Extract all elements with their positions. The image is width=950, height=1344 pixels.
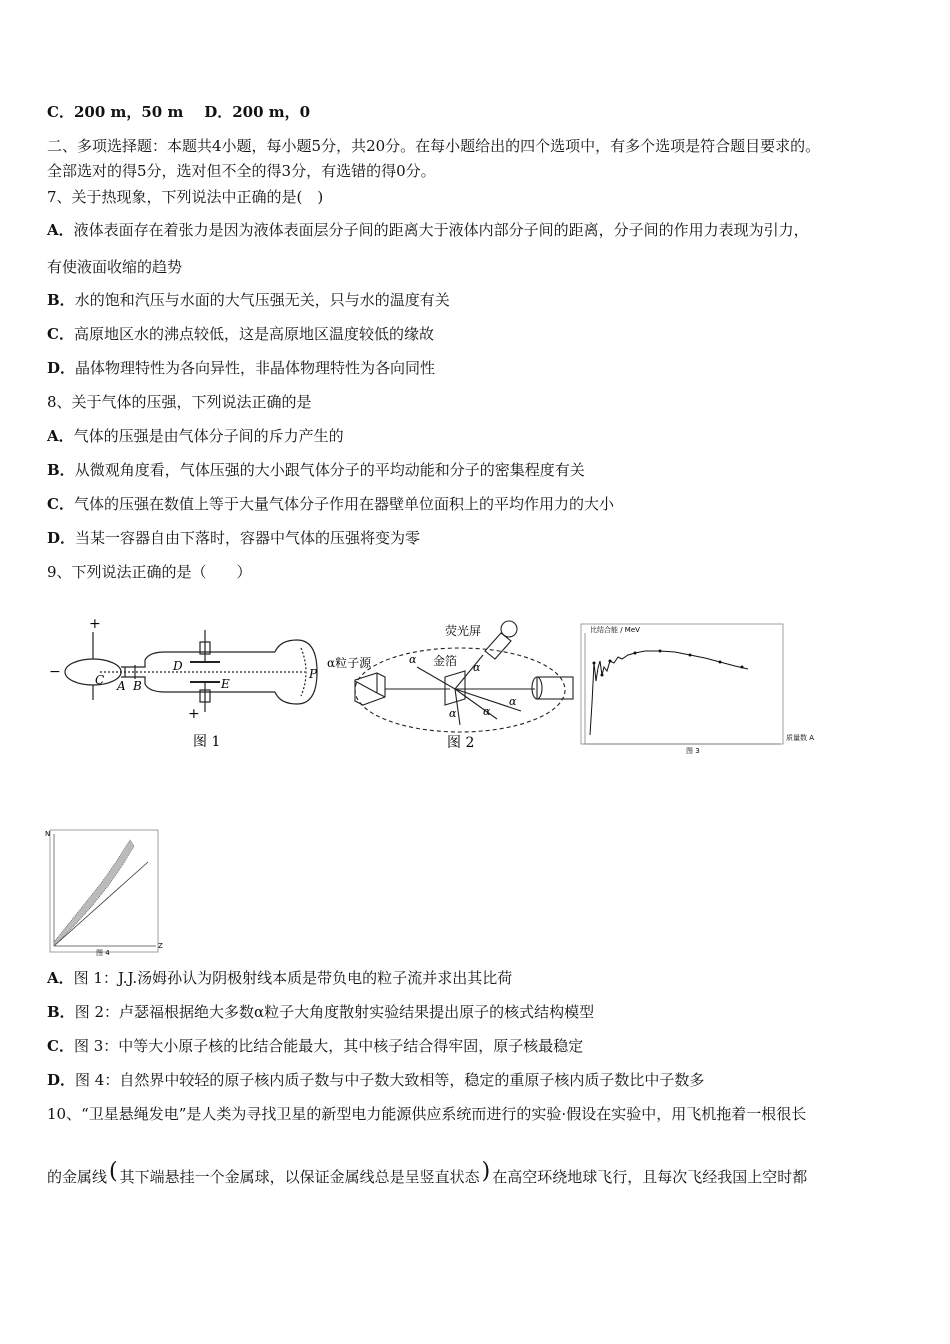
fig2-alpha-3: α (449, 707, 457, 720)
q9-stem: 9、下列说法正确的是（ ） (47, 563, 252, 581)
q7-option-c-label: C． (47, 325, 74, 343)
q9-option-a-label: A． (47, 969, 74, 987)
q7-option-a-continued: 有使液面收缩的趋势 (47, 258, 183, 276)
q8-option-c (47, 494, 614, 514)
q8-option-b (47, 460, 585, 480)
q8-option-a-label: A． (47, 427, 74, 445)
q7-option-d-label: D． (47, 359, 76, 377)
q9-option-c-label: C． (47, 1037, 74, 1055)
fig4-xlabel: Z (158, 942, 163, 950)
fig2-screen-label: 荧光屏 (445, 624, 482, 638)
q8-option-a-text: 气体的压强是由气体分子间的斥力产生的 (73, 427, 344, 445)
prev-option-d-text: 200 m，0 (232, 103, 311, 121)
q9-option-b-text: 图 2：卢瑟福根据绝大多数α粒子大角度散射实验结果提出原子的核式结构模型 (74, 1003, 595, 1021)
fig2-screen-ring (355, 648, 565, 732)
fig4-caption: 图 4 (96, 949, 110, 957)
fig2-alpha-1: α (409, 653, 417, 666)
figure-3-binding-energy (580, 623, 830, 758)
q9-option-c-text: 图 3：中等大小原子核的比结合能最大，其中核子结合得牢固，原子核最稳定 (73, 1037, 584, 1055)
fig4-ylabel: N (45, 830, 51, 838)
q9-option-d-text: 图 4：自然界中较轻的原子核内质子数与中子数大致相等，稳定的重原子核内质子数比中子数多 (75, 1071, 705, 1089)
q7-option-b-label: B． (47, 291, 75, 309)
section2-instructions-line1: 二、多项选择题：本题共4小题，每小题5分，共20分。在每小题给出的四个选项中，有多个选项是符合题目要求的。 (47, 137, 821, 155)
q7-option-d (47, 358, 435, 378)
q9-option-d-label: D． (47, 1071, 76, 1089)
q10-open-paren: ( (109, 1159, 118, 1184)
fig3-caption: 图 3 (686, 747, 700, 755)
fig1-label-a: A (117, 679, 126, 693)
q10-line1: 10、“卫星悬绳发电”是人类为寻找卫星的新型电力能源供应系统而进行的实验·假设在实验中，用飞机拖着一根很长 (47, 1105, 807, 1123)
prev-option-d-label: D． (204, 103, 233, 121)
q7-option-a-text: 液体表面存在着张力是因为液体表面层分子间的距离大于液体内部分子间的距离，分子间的作用力表现为引力， (73, 221, 809, 239)
fig2-alpha-2: α (473, 661, 481, 674)
fig1-label-c: C (95, 673, 105, 687)
fig1-label-plus-top: + (89, 616, 101, 632)
fig1-label-minus: − (49, 664, 61, 680)
fig4-stability-band (54, 840, 134, 944)
q8-option-a (47, 426, 344, 446)
q7-stem: 7、关于热现象，下列说法中正确的是( ) (47, 188, 324, 206)
q8-stem: 8、关于气体的压强，下列说法正确的是 (47, 393, 312, 411)
q8-option-d (47, 528, 420, 548)
q10-line2-part-a: 的金属线 (47, 1168, 108, 1186)
q8-option-b-text: 从微观角度看，气体压强的大小跟气体分子的平均动能和分子的密集程度有关 (74, 461, 585, 479)
q7-option-c-text: 高原地区水的沸点较低，这是高原地区温度较低的缘故 (73, 325, 434, 343)
q9-option-a (47, 968, 512, 988)
fig1-label-e: E (221, 677, 230, 691)
fig2-alpha-4: α (483, 705, 491, 718)
q8-option-d-label: D． (47, 529, 76, 547)
q8-option-b-label: B． (47, 461, 75, 479)
q9-option-b (47, 1002, 594, 1022)
fig1-label-plus-bottom: + (188, 706, 200, 722)
fig4-n-equals-z-line (54, 862, 148, 946)
q7-option-b (47, 290, 450, 310)
q10-close-paren: ) (481, 1159, 491, 1184)
q10-line2-part-c: 在高空环绕地球飞行，且每次飞经我国上空时都 (492, 1168, 808, 1186)
fig1-label-p: P (309, 667, 318, 681)
q8-option-c-text: 气体的压强在数值上等于大量气体分子作用在器壁单位面积上的平均作用力的大小 (73, 495, 614, 513)
figure-4-n-vs-z (44, 826, 169, 961)
q7-option-c (47, 324, 434, 344)
fig3-ylabel: 比结合能 / MeV (590, 626, 640, 634)
q7-option-a-label: A． (47, 221, 74, 239)
q9-option-a-text: 图 1：J.J.汤姆孙认为阴极射线本质是带负电的粒子流并求出其比荷 (73, 969, 513, 987)
q9-option-c (47, 1036, 583, 1056)
fig1-label-b: B (133, 679, 142, 693)
q9-option-b-label: B． (47, 1003, 75, 1021)
prev-options-row (47, 102, 310, 122)
fig1-label-d: D (173, 659, 183, 673)
q7-option-d-text: 晶体物理特性为各向异性，非晶体物理特性为各向同性 (75, 359, 436, 377)
q10-line2-part-b: 其下端悬挂一个金属球，以保证金属线总是呈竖直状态 (119, 1168, 480, 1186)
figure-1-cathode-ray-tube (45, 612, 325, 757)
q8-option-d-text: 当某一容器自由下落时，容器中气体的压强将变为零 (75, 529, 421, 547)
q9-option-d (47, 1070, 704, 1090)
fig1-caption: 图 1 (193, 734, 221, 750)
section2-instructions-line2: 全部选对的得5分，选对但不全的得3分，有选错的得0分。 (47, 162, 436, 180)
q8-option-c-label: C． (47, 495, 74, 513)
fig2-alpha-5: α (509, 695, 517, 708)
fig3-xlabel: 质量数 A (786, 734, 815, 742)
q7-option-a (47, 220, 809, 240)
figure-2-alpha-scattering (325, 615, 580, 755)
fig3-curve (590, 651, 748, 735)
q10-line2 (47, 1159, 808, 1187)
prev-option-c-label: C． (47, 103, 74, 121)
prev-option-c-text: 200 m，50 m (73, 103, 184, 121)
q7-option-b-text: 水的饱和汽压与水面的大气压强无关，只与水的温度有关 (74, 291, 450, 309)
fig2-source-label: α粒子源 (327, 656, 372, 670)
fig2-caption: 图 2 (447, 735, 475, 751)
fig2-foil-label: 金箔 (433, 654, 458, 668)
